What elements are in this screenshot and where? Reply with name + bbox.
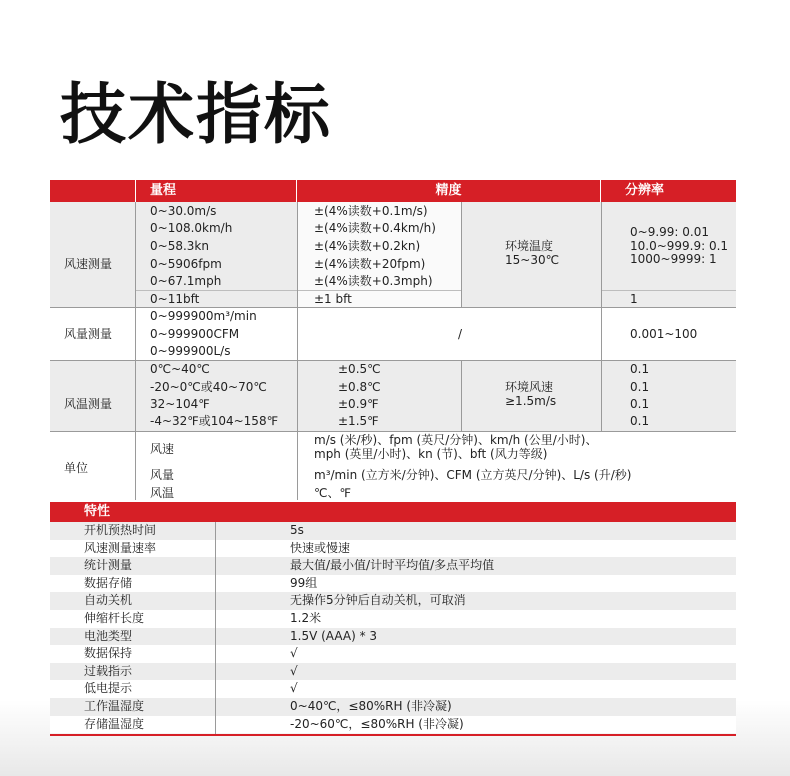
wind-temp-accuracy: ±0.5℃ bbox=[338, 362, 381, 376]
column-line bbox=[215, 522, 216, 734]
wind-temp-accuracy: ±0.8℃ bbox=[338, 380, 381, 394]
wind-speed-accuracy: ±1 bft bbox=[314, 292, 352, 306]
air-volume-accuracy: / bbox=[458, 327, 463, 341]
wind-temp-condition: ≥1.5m/s bbox=[505, 394, 557, 408]
wind-speed-condition: 15~30℃ bbox=[505, 253, 560, 267]
column-line bbox=[135, 202, 136, 500]
feature-value: 最大值/最小值/计时平均值/多点平均值 bbox=[290, 558, 495, 573]
wind-speed-resolution: 0~9.99: 0.01 bbox=[630, 225, 709, 239]
column-line bbox=[297, 202, 298, 500]
feature-row bbox=[50, 645, 736, 663]
feature-row bbox=[50, 540, 736, 558]
wind-speed-range: 0~5906fpm bbox=[150, 257, 222, 271]
wind-speed-label: 风速测量 bbox=[64, 257, 113, 271]
feature-name: 数据存储 bbox=[84, 575, 133, 590]
wind-temp-range: -4~32℉或104~158℉ bbox=[150, 414, 278, 428]
feature-row bbox=[50, 610, 736, 628]
feature-value: 0~40℃，≤80%RH (非冷凝) bbox=[290, 699, 452, 713]
feature-name: 统计测量 bbox=[84, 558, 133, 573]
feature-row bbox=[50, 522, 736, 540]
column-line bbox=[461, 202, 462, 307]
feature-row bbox=[50, 575, 736, 593]
wind-temp-resolution: 0.1 bbox=[630, 414, 650, 428]
wind-speed-condition: 环境温度 bbox=[505, 239, 554, 253]
feature-name: 电池类型 bbox=[84, 628, 133, 643]
divider bbox=[50, 431, 736, 432]
feature-row bbox=[50, 716, 736, 734]
air-volume-range: 0~999900CFM bbox=[150, 327, 240, 341]
feature-value: 99组 bbox=[290, 575, 318, 590]
air-volume-range: 0~999900m³/min bbox=[150, 309, 257, 323]
wind-speed-range: 0~108.0km/h bbox=[150, 221, 233, 235]
feature-name: 过载指示 bbox=[84, 663, 133, 678]
feature-row bbox=[50, 592, 736, 610]
features-header-label: 特性 bbox=[84, 504, 111, 519]
feature-name: 存储温湿度 bbox=[84, 716, 145, 731]
feature-name: 伸缩杆长度 bbox=[84, 611, 145, 625]
feature-value: √ bbox=[290, 681, 298, 696]
wind-temp-label: 风温测量 bbox=[64, 397, 113, 411]
feature-value: √ bbox=[290, 646, 298, 661]
air-volume-resolution: 0.001~100 bbox=[630, 327, 698, 341]
wind-speed-accuracy: ±(4%读数+20fpm) bbox=[314, 257, 426, 271]
column-line bbox=[461, 360, 462, 431]
air-volume-range: 0~999900L/s bbox=[150, 344, 231, 358]
feature-value: 无操作5分钟后自动关机，可取消 bbox=[290, 593, 466, 608]
feature-row bbox=[50, 663, 736, 681]
wind-speed-accuracy: ±(4%读数+0.1m/s) bbox=[314, 204, 428, 218]
feature-name: 低电提示 bbox=[84, 681, 133, 696]
wind-speed-range: 0~58.3kn bbox=[150, 239, 209, 253]
header-accuracy: 精度 bbox=[297, 180, 600, 202]
wind-temp-resolution: 0.1 bbox=[630, 397, 650, 411]
wind-temp-accuracy: ±1.5℉ bbox=[338, 414, 379, 428]
units-value: mph (英里/小时)、kn (节)、bft (风力等级) bbox=[314, 447, 548, 461]
header-range: 量程 bbox=[136, 180, 296, 202]
feature-name: 风速测量速率 bbox=[84, 540, 157, 555]
feature-row bbox=[50, 680, 736, 698]
wind-speed-accuracy: ±(4%读数+0.3mph) bbox=[314, 274, 433, 288]
units-name: 风量 bbox=[150, 468, 175, 482]
wind-speed-range: 0~67.1mph bbox=[150, 274, 222, 288]
units-value: m/s (米/秒)、fpm (英尺/分钟)、km/h (公里/小时)、 bbox=[314, 433, 598, 447]
feature-value: -20~60℃，≤80%RH (非冷凝) bbox=[290, 716, 464, 731]
wind-temp-resolution: 0.1 bbox=[630, 362, 650, 376]
units-name: 风温 bbox=[150, 486, 175, 500]
feature-row bbox=[50, 628, 736, 646]
wind-speed-range: 0~11bft bbox=[150, 292, 200, 306]
page-title: 技术指标 bbox=[60, 76, 332, 153]
wind-speed-resolution: 1000~9999: 1 bbox=[630, 252, 717, 266]
feature-value: 5s bbox=[290, 523, 304, 537]
divider bbox=[601, 290, 736, 291]
feature-name: 数据保持 bbox=[84, 646, 133, 661]
feature-name: 自动关机 bbox=[84, 593, 133, 608]
header-blank bbox=[50, 180, 135, 202]
feature-row bbox=[50, 698, 736, 716]
feature-row bbox=[50, 557, 736, 575]
units-label: 单位 bbox=[64, 461, 89, 475]
units-value: ℃、℉ bbox=[314, 486, 351, 500]
bottom-rule bbox=[50, 734, 736, 736]
units-name: 风速 bbox=[150, 442, 175, 456]
wind-speed-accuracy: ±(4%读数+0.2kn) bbox=[314, 239, 421, 253]
wind-temp-resolution: 0.1 bbox=[630, 380, 650, 394]
units-value: m³/min (立方米/分钟)、CFM (立方英尺/分钟)、L/s (升/秒) bbox=[314, 468, 632, 482]
feature-value: 1.2米 bbox=[290, 611, 322, 625]
features-header bbox=[50, 502, 736, 522]
wind-temp-range: -20~0℃或40~70℃ bbox=[150, 380, 267, 394]
feature-name: 开机预热时间 bbox=[84, 523, 157, 537]
wind-speed-resolution-bft: 1 bbox=[630, 292, 638, 306]
air-volume-label: 风量测量 bbox=[64, 327, 113, 341]
feature-value: 快速或慢速 bbox=[290, 540, 351, 555]
feature-value: √ bbox=[290, 663, 298, 678]
feature-name: 工作温湿度 bbox=[84, 699, 145, 713]
wind-temp-range: 32~104℉ bbox=[150, 397, 210, 411]
wind-temp-condition: 环境风速 bbox=[505, 380, 554, 394]
feature-value: 1.5V (AAA) * 3 bbox=[290, 628, 378, 643]
header-resolution: 分辨率 bbox=[601, 180, 736, 202]
column-line bbox=[601, 202, 602, 431]
wind-speed-resolution: 10.0~999.9: 0.1 bbox=[630, 239, 729, 253]
wind-speed-range: 0~30.0m/s bbox=[150, 204, 217, 218]
wind-speed-accuracy: ±(4%读数+0.4km/h) bbox=[314, 221, 436, 235]
wind-temp-range: 0℃~40℃ bbox=[150, 362, 210, 376]
wind-temp-accuracy: ±0.9℉ bbox=[338, 397, 379, 411]
